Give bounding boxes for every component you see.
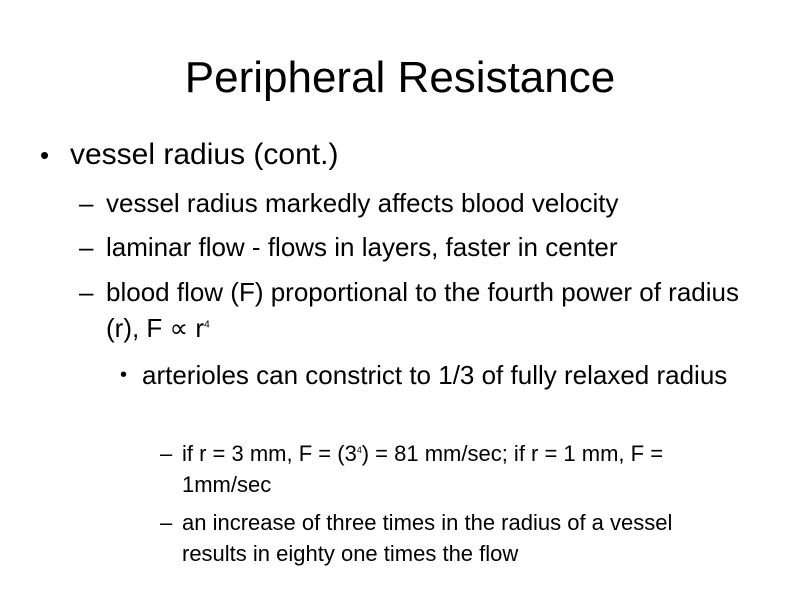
bullet-text-a: if r = 3 mm, F = (3	[182, 441, 357, 466]
bullet-text: vessel radius markedly affects blood velocity	[106, 188, 619, 218]
exponent: 4	[204, 319, 210, 331]
sub-sub-bullet-arterioles	[120, 357, 762, 393]
bullet-text: an increase of three times in the radius of a vessel results in eighty one times the flow	[182, 510, 673, 566]
bullet-text-a: blood flow (F) proportional to the fourth power of radius (r), F	[106, 277, 740, 343]
dash-marker: –	[79, 188, 94, 218]
bullet-text: arterioles can constrict to 1/3 of fully relaxed radius	[142, 360, 728, 390]
sub-bullet-velocity	[79, 185, 766, 221]
dash-marker: –	[79, 232, 94, 262]
slide-title: Peripheral Resistance	[184, 53, 616, 102]
bullet-text-b: ) = 81 mm/sec; if r = 1 mm, F = 1mm/sec	[182, 441, 664, 497]
bullet-marker: •	[120, 364, 128, 386]
bullet-marker: •	[40, 140, 50, 170]
bullet-text: vessel radius (cont.)	[70, 138, 339, 171]
level4-bullet-example	[160, 438, 742, 500]
dash-marker: –	[160, 441, 173, 466]
bullet-text-b: r	[188, 313, 204, 343]
level4-bullet-increase	[160, 507, 742, 569]
dash-marker: –	[160, 510, 173, 535]
sub-bullet-laminar-flow	[79, 229, 766, 265]
sub-bullet-blood-flow	[79, 274, 766, 346]
proportional-symbol: ∝	[169, 313, 189, 343]
dash-marker: –	[79, 277, 94, 307]
bullet-vessel-radius	[40, 137, 770, 173]
exponent: 4	[356, 445, 362, 456]
bullet-text: laminar flow - flows in layers, faster in center	[106, 232, 618, 262]
